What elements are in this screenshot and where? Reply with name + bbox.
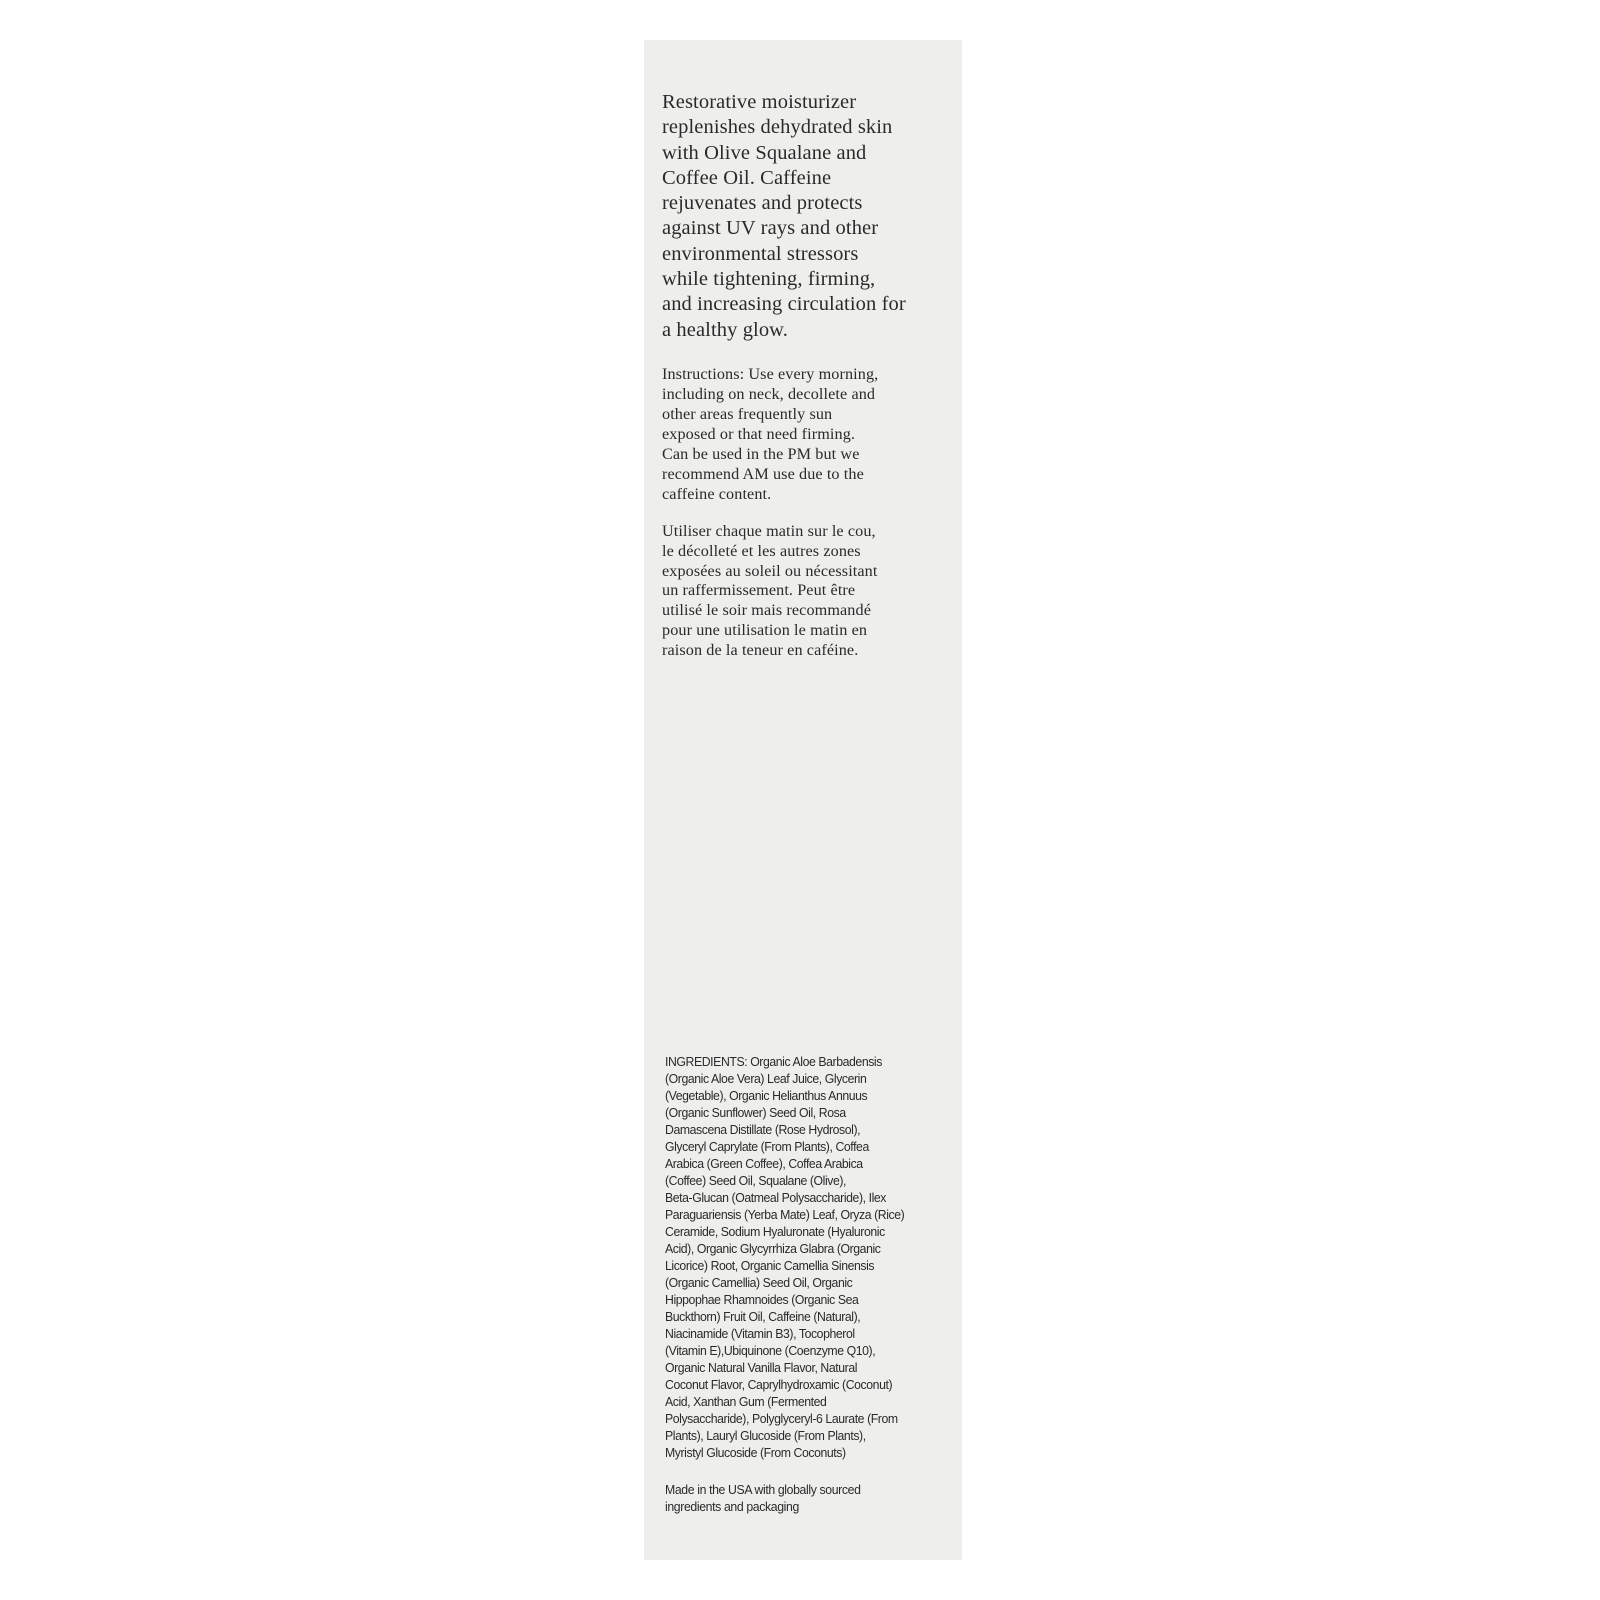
product-description: Restorative moisturizer replenishes dehydrated skin with Olive Squalane and Coffee Oil. Caffeine rejuvenates and protects against UV rays and other environmental stressors while tightening, firming, and increasing circulation for a healthy glow.: [662, 91, 906, 341]
ingredients-list: INGREDIENTS: Organic Aloe Barbadensis (Organic Aloe Vera) Leaf Juice, Glycerin (Vegetable), Organic Helianthus Annuus (Organic Sunflower) Seed Oil, Rosa Damascena Distillate (Rose Hydrosol), Glyceryl Caprylate (From Plants), Coffea Arabica (Green Coffee), Coffea Arabica (Coffee) Seed Oil, Squalane (Olive), Beta-Glucan (Oatmeal Polysaccharide), Ilex Paraguariensis (Yerba Mate) Leaf, Oryza (Rice) Ceramide, Sodium Hyaluronate (Hyaluronic Acid), Organic Glycyrrhiza Glabra (Organic Licorice) Root, Organic Camellia Sinensis (Organic Camellia) Seed Oil, Organic Hippophae Rhamnoides (Organic Sea Buckthorn) Fruit Oil, Caffeine (Natural), Niacinamide (Vitamin B3), Tocopherol (Vitamin E),Ubiquinone (Coenzyme Q10), Organic Natural Vanilla Flavor, Natural Coconut Flavor, Caprylhydroxamic (Coconut) Acid, Xanthan Gum (Fermented Polysaccharide), Polyglyceryl-6 Laurate (From Plants), Lauryl Glucoside (From Plants), Myristyl Glucoside (From Coconuts): [665, 1054, 905, 1460]
product-box-side-panel: [644, 40, 962, 1560]
instructions-french: Utiliser chaque matin sur le cou, le décolleté et les autres zones exposées au soleil ou nécessitant un raffermissement. Peut être utilisé le soir mais recommandé pour une utilisation le matin en raison de la teneur en caféine.: [662, 522, 878, 659]
instructions-english: Instructions: Use every morning, including on neck, decollete and other areas frequently sun exposed or that need firming. Can be used in the PM but we recommend AM use due to the caffeine content.: [662, 365, 879, 503]
origin-statement: Made in the USA with globally sourced ingredients and packaging: [665, 1482, 861, 1514]
